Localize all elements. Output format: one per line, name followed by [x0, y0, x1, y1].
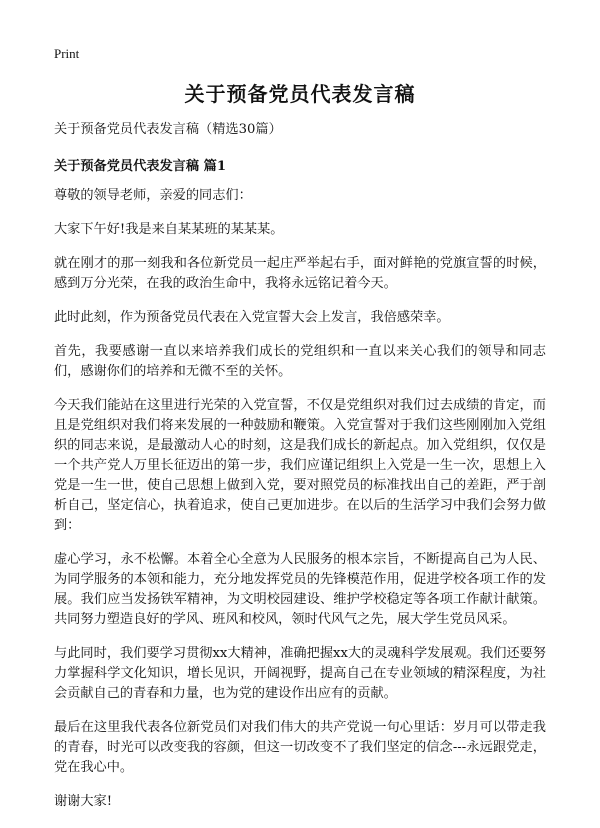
section-heading: 关于预备党员代表发言稿 篇1: [54, 159, 227, 174]
document-subtitle: 关于预备党员代表发言稿（精选30篇）: [54, 122, 282, 137]
print-link[interactable]: Print: [54, 46, 80, 61]
paragraph-closing-words: 最后在这里我代表各位新党员们对我们伟大的共产党说一句心里话：岁月可以带走我的青春，时光可以改变我的容颜，但这一切改变不了我们坚定的信念---永远跟党走，党在我心中。: [54, 720, 546, 775]
paragraph-honored: 此时此刻，作为预备党员代表在入党宣誓大会上发言，我倍感荣幸。: [54, 310, 450, 325]
document-body: [54, 120, 546, 826]
paragraph-study-hard: 虚心学习，永不松懈。本着全心全意为人民服务的根本宗旨，不断提高自己为人民、为同学服务的本领和能力，充分地发挥党员的先锋模范作用，促进学校各项工作的发展。我们应当发扬铁军精神，为文明校园建设、维护学校稳定等各项工作献计献策。共同努力塑造良好的学风、班风和校风，领时代风气之先，展大学生党员风采。: [54, 552, 546, 627]
paragraph-thanks: 首先，我要感谢一直以来培养我们成长的党组织和一直以来关心我们的领导和同志们，感谢你们的培养和无微不至的关怀。: [54, 344, 546, 379]
paragraph-meanwhile: 与此同时，我们要学习贯彻xx大精神，准确把握xx大的灵魂科学发展观。我们还要努力掌握科学文化知识，增长见识，开阔视野，提高自己在专业领域的精深程度，为社会贡献自己的青春和力量，也为党的建设作出应有的贡献。: [54, 646, 546, 701]
paragraph-oath-moment: 就在刚才的那一刻我和各位新党员一起庄严举起右手，面对鲜艳的党旗宣誓的时候，感到万分光荣，在我的政治生命中，我将永远铭记着今天。: [54, 256, 546, 291]
paragraph-greeting: 大家下午好!我是来自某某班的某某某。: [54, 222, 284, 237]
paragraph-thank-you: 谢谢大家!: [54, 794, 113, 809]
paragraph-new-starting-point: 今天我们能站在这里进行光荣的入党宣誓，不仅是党组织对我们过去成绩的肯定，而且是党组织对我们将来发展的一种鼓励和鞭策。入党宣誓对于我们这些刚刚加入党组织的同志来说，是最激动人心的时刻，这是我们成长的新起点。加入党组织，仅仅是一个共产党人万里长征迈出的第一步，我们应谨记组织上入党是一生一次，思想上入党是一生一世，使自己思想上做到入党，要对照党员的标准找出自己的差距，严于剖析自己，坚定信心，执着追求，使自己更加进步。在以后的生活学习中我们会努力做到：: [54, 398, 546, 533]
paragraph-salutation: 尊敬的领导老师，亲爱的同志们：: [54, 188, 252, 203]
document-title: 关于预备党员代表发言稿: [184, 82, 416, 106]
